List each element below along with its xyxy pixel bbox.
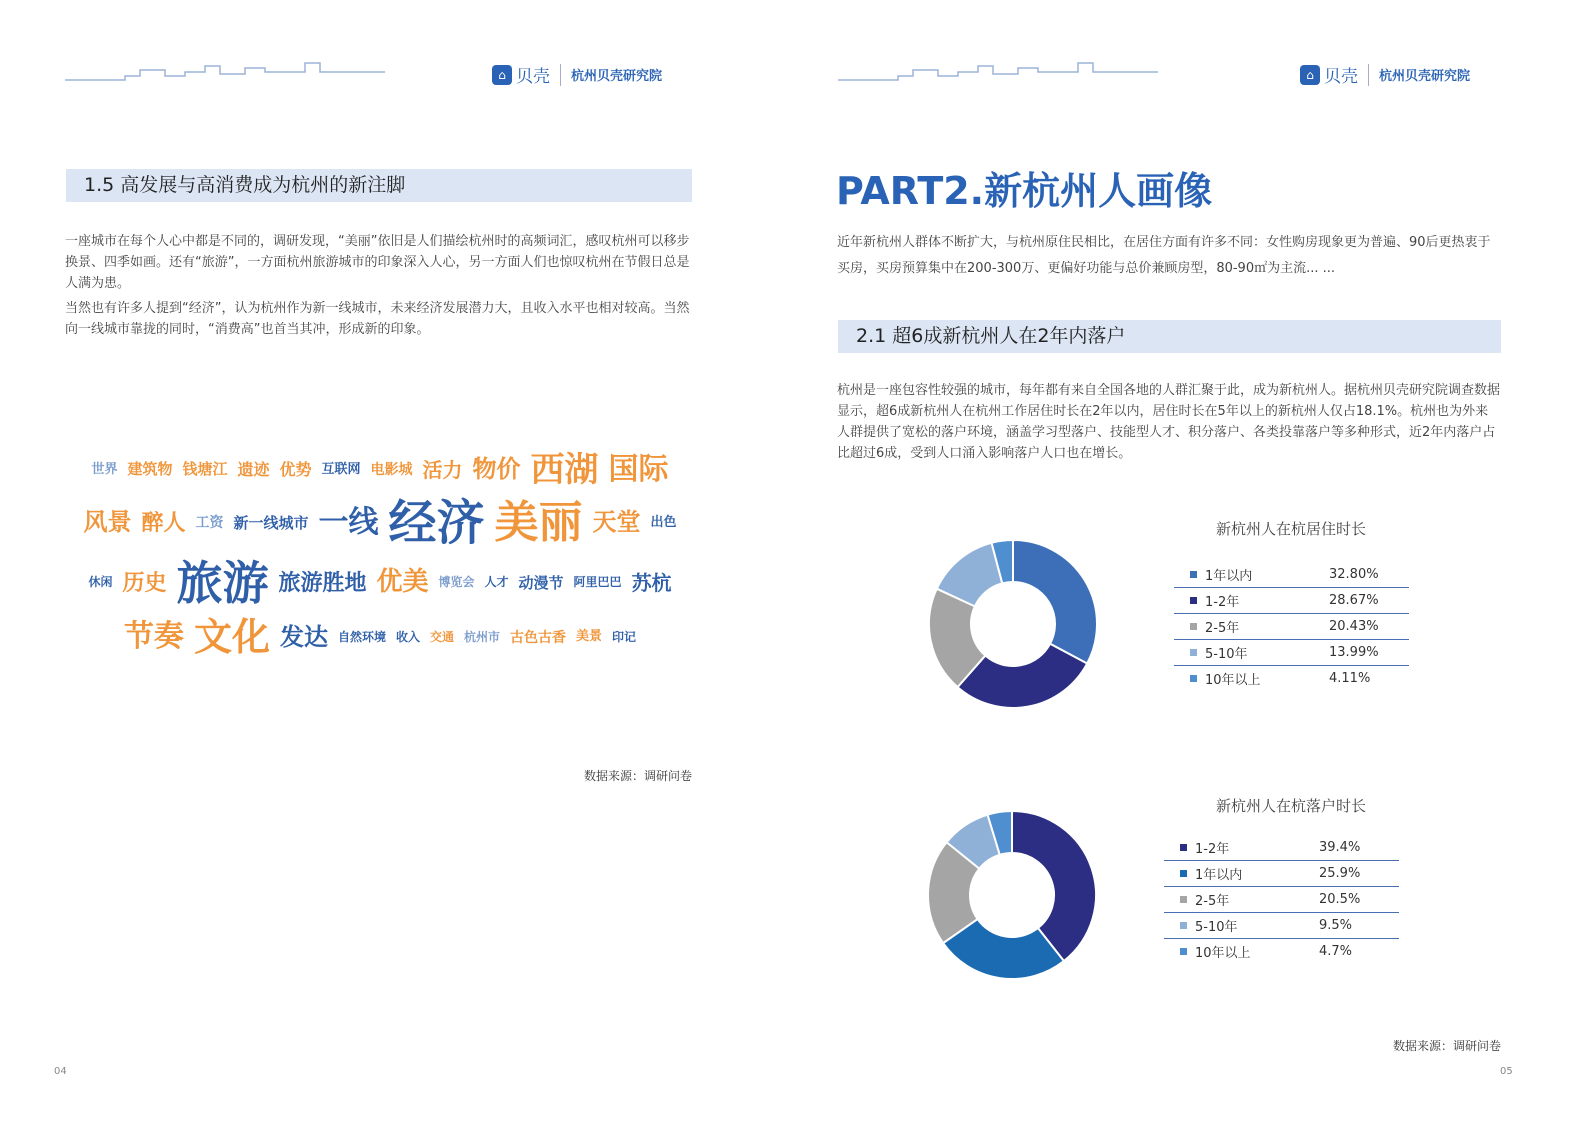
legend-label: 2-5年 <box>1195 894 1230 909</box>
word: 电影城 <box>370 462 413 479</box>
word: 出色 <box>650 514 677 530</box>
word: 天堂 <box>592 508 641 537</box>
legend-swatch <box>1190 597 1197 604</box>
legend-label: 1年以内 <box>1205 569 1253 584</box>
word: 旅游胜地 <box>278 570 367 596</box>
word: 活力 <box>422 457 463 482</box>
word: 新一线城市 <box>233 513 309 532</box>
word: 动漫节 <box>518 573 564 592</box>
header-logo <box>492 62 662 87</box>
body-text: 杭州是一座包容性较强的城市，每年都有来自全国各地的人群汇聚于此，成为新杭州人。据杭州贝壳研究院调查数据显示，超6成新杭州人在杭州工作居住时长在2年以内，居住时长在5年以上的新杭州人仅占18.1%。杭州也为外来人群提供了宽松的落户环境，涵盖学习型落户、技能型人才、积分落户、各类投靠落户等多种形式，近2年内落户占比超过6成，受到人口涌入影响落户人口也在增长。 <box>837 383 1501 461</box>
word: 印记 <box>612 629 637 644</box>
word: 经济 <box>388 494 485 551</box>
section-title: 1.5 高发展与高消费成为杭州的新注脚 <box>66 169 692 202</box>
word: 博览会 <box>438 575 475 590</box>
word: 节奏 <box>123 619 184 655</box>
data-source: 数据来源：调研问卷 <box>584 769 693 783</box>
word: 美景 <box>576 629 603 645</box>
word: 遗迹 <box>237 459 270 479</box>
legend-value: 20.5% <box>1319 892 1361 907</box>
logo-beike-text: 贝壳 <box>1324 67 1358 87</box>
legend-item <box>1164 939 1399 964</box>
word: 互联网 <box>321 461 361 477</box>
word: 风景 <box>83 508 132 537</box>
word: 交通 <box>429 629 454 644</box>
legend-swatch <box>1180 844 1187 851</box>
word: 建筑物 <box>127 460 173 479</box>
chart-legend <box>1164 835 1399 964</box>
legend-swatch <box>1180 896 1187 903</box>
word: 国际 <box>608 451 669 487</box>
word: 钱塘江 <box>182 460 228 479</box>
word: 休闲 <box>88 575 113 590</box>
skyline-decoration <box>65 60 385 85</box>
word: 阿里巴巴 <box>573 575 622 590</box>
legend-swatch <box>1180 870 1187 877</box>
legend-label: 1-2年 <box>1205 595 1240 610</box>
intro-text: 近年新杭州人群体不断扩大，与杭州原住民相比，在居住方面有许多不同：女性购房现象更为普遍、90后更热衷于买房，买房预算集中在200-300万、更偏好功能与总价兼顾房型，80-90㎡为主流... ... <box>837 235 1491 276</box>
word: 收入 <box>395 629 420 644</box>
logo-institute-text: 杭州贝壳研究院 <box>571 69 663 84</box>
word: 苏杭 <box>631 570 672 595</box>
legend-item <box>1174 562 1409 588</box>
legend-item <box>1174 640 1409 666</box>
legend-value: 13.99% <box>1329 645 1379 660</box>
legend-label: 10年以上 <box>1195 946 1251 961</box>
paragraph: 当然也有许多人提到“经济”，认为杭州作为新一线城市，未来经济发展潜力大，且收入水平也相对较高。当然向一线城市靠拢的同时，“消费高”也首当其冲，形成新的印象。 <box>65 301 690 337</box>
data-source: 数据来源：调研问卷 <box>1393 1039 1502 1053</box>
word: 杭州市 <box>464 629 501 644</box>
chart-title: 新杭州人在杭落户时长 <box>1216 797 1367 815</box>
legend-value: 4.7% <box>1319 944 1353 959</box>
word: 西湖 <box>530 449 599 490</box>
word: 物价 <box>472 455 521 484</box>
legend-item <box>1164 861 1399 887</box>
legend-swatch <box>1180 948 1187 955</box>
donut-slice <box>1013 540 1097 664</box>
word: 文化 <box>193 614 270 659</box>
legend-label: 5-10年 <box>1195 920 1238 935</box>
legend-item <box>1164 887 1399 913</box>
legend-label: 2-5年 <box>1205 621 1240 636</box>
donut-chart-residence <box>925 536 1101 712</box>
word: 工资 <box>195 515 224 532</box>
word-cloud <box>80 380 680 730</box>
legend-label: 5-10年 <box>1205 647 1248 662</box>
beike-logo-icon: ⌂ <box>1300 65 1320 85</box>
word: 优美 <box>376 567 429 598</box>
legend-value: 25.9% <box>1319 866 1361 881</box>
word: 发达 <box>279 622 328 651</box>
legend-label: 10年以上 <box>1205 673 1261 688</box>
paragraph: 一座城市在每个人心中都是不同的，调研发现，“美丽”依旧是人们描绘杭州时的高频词汇，感叹杭州可以移步换景、四季如画。还有“旅游”，一方面杭州旅游城市的印象深入人心，另一方面人们也惊叹杭州在节假日总是人满为患。 <box>65 234 690 291</box>
word: 历史 <box>122 570 167 596</box>
skyline-decoration <box>838 60 1158 85</box>
legend-value: 28.67% <box>1329 593 1379 608</box>
beike-logo-icon: ⌂ <box>492 65 512 85</box>
legend-value: 20.43% <box>1329 619 1379 634</box>
chart-title: 新杭州人在杭居住时长 <box>1216 520 1367 538</box>
word: 人才 <box>484 575 509 590</box>
legend-value: 39.4% <box>1319 840 1361 855</box>
legend-swatch <box>1190 649 1197 656</box>
word: 古色古香 <box>510 629 567 646</box>
legend-swatch <box>1190 623 1197 630</box>
word: 自然环境 <box>337 629 386 644</box>
legend-label: 1-2年 <box>1195 842 1230 857</box>
legend-value: 32.80% <box>1329 567 1379 582</box>
donut-chart-hukou <box>924 807 1100 983</box>
legend-swatch <box>1190 675 1197 682</box>
word: 醉人 <box>141 510 186 536</box>
word: 旅游 <box>176 555 269 610</box>
legend-item <box>1174 614 1409 640</box>
word: 美丽 <box>494 496 583 548</box>
part-title: PART2.新杭州人画像 <box>836 169 1213 213</box>
legend-value: 4.11% <box>1329 671 1371 686</box>
header-logo <box>1300 62 1470 87</box>
legend-value: 9.5% <box>1319 918 1353 933</box>
word: 优势 <box>279 459 312 479</box>
word: 一线 <box>318 505 379 540</box>
page-number: 04 <box>54 1066 67 1077</box>
legend-item <box>1164 835 1399 861</box>
legend-swatch <box>1180 922 1187 929</box>
word: 世界 <box>91 461 118 477</box>
legend-label: 1年以内 <box>1195 868 1243 883</box>
legend-item <box>1174 588 1409 614</box>
legend-item <box>1164 913 1399 939</box>
logo-beike-text: 贝壳 <box>516 67 550 87</box>
legend-item <box>1174 666 1409 691</box>
chart-legend <box>1174 562 1409 691</box>
legend-swatch <box>1190 571 1197 578</box>
logo-institute-text: 杭州贝壳研究院 <box>1379 69 1471 84</box>
page-number: 05 <box>1500 1066 1513 1077</box>
section-title: 2.1 超6成新杭州人在2年内落户 <box>838 320 1501 353</box>
left-body <box>65 231 693 344</box>
